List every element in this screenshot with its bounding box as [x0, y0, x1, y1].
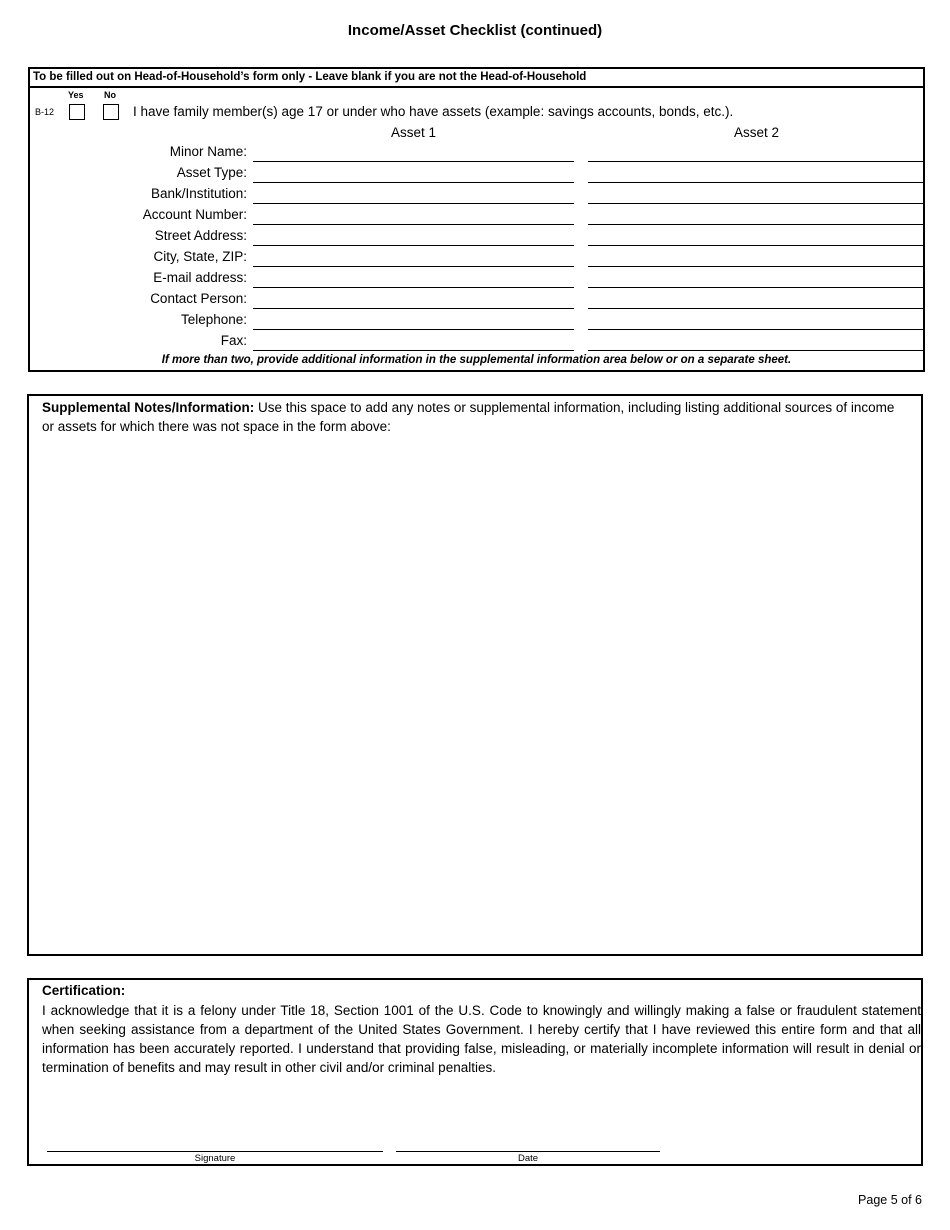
minor-assets-question: I have family member(s) age 17 or under who have assets (example: savings accounts, bonds, etc.). [133, 104, 734, 119]
asset-row [30, 228, 923, 249]
asset1-field[interactable] [253, 312, 574, 330]
signature-field[interactable] [47, 1132, 383, 1150]
asset2-field[interactable] [588, 291, 925, 309]
asset1-field[interactable] [253, 249, 574, 267]
asset-row [30, 186, 923, 207]
asset1-field[interactable] [253, 291, 574, 309]
signature-line [47, 1151, 383, 1152]
asset-row [30, 333, 923, 354]
asset2-field[interactable] [588, 228, 925, 246]
asset1-field[interactable] [253, 333, 574, 351]
asset2-field[interactable] [588, 270, 925, 288]
asset-row-label: City, State, ZIP: [153, 249, 247, 264]
signature-label: Signature [194, 1153, 236, 1164]
supplemental-description [42, 398, 907, 436]
asset-row-label: Minor Name: [169, 144, 247, 159]
asset1-field[interactable] [253, 186, 574, 204]
asset2-field[interactable] [588, 249, 925, 267]
asset2-field[interactable] [588, 333, 925, 351]
asset-row-label: Street Address: [154, 228, 247, 243]
asset1-header: Asset 1 [390, 125, 437, 140]
certification-title: Certification: [42, 983, 126, 998]
supplemental-notes-input[interactable] [39, 440, 911, 948]
certification-section [27, 978, 923, 1166]
no-label: No [104, 90, 116, 100]
asset-row [30, 165, 923, 186]
asset-row-label: Asset Type: [176, 165, 247, 180]
asset-row [30, 249, 923, 270]
date-field[interactable] [396, 1132, 660, 1150]
item-id: B-12 [35, 107, 55, 117]
asset1-field[interactable] [253, 165, 574, 183]
asset-row [30, 144, 923, 165]
asset2-header: Asset 2 [733, 125, 780, 140]
asset2-field[interactable] [588, 165, 925, 183]
asset-row [30, 270, 923, 291]
asset1-field[interactable] [253, 228, 574, 246]
yes-checkbox[interactable] [69, 104, 85, 120]
yes-label: Yes [68, 90, 84, 100]
asset-row-label: Account Number: [142, 207, 247, 222]
asset2-field[interactable] [588, 186, 925, 204]
asset1-field[interactable] [253, 270, 574, 288]
supplemental-title: Supplemental Notes/Information: [42, 400, 255, 415]
section-header: To be filled out on Head-of-Household’s form only - Leave blank if you are not the Head-of-Household [30, 69, 923, 88]
asset1-field[interactable] [253, 207, 574, 225]
date-label: Date [517, 1153, 539, 1164]
asset1-field[interactable] [253, 144, 574, 162]
supplemental-instructions: Use this space to add any notes or supplemental information, including listing additional sources of income or assets for which there was not space in the form above: [42, 400, 895, 434]
asset-row-label: Contact Person: [150, 291, 247, 306]
asset-row [30, 291, 923, 312]
supplemental-section [27, 394, 923, 956]
asset-row [30, 207, 923, 228]
footnote: If more than two, provide additional information in the supplemental information area below or on a separate sheet. [161, 354, 792, 366]
asset-row [30, 312, 923, 333]
asset2-field[interactable] [588, 144, 925, 162]
asset-row-label: Fax: [220, 333, 247, 348]
certification-text: I acknowledge that it is a felony under Title 18, Section 1001 of the U.S. Code to knowingly and willingly making a false or fraudulent statement when seeking assistance from a department of the United States Government. I hereby certify that I have reviewed this entire form and that all information has been accurately reported. I understand that providing false, misleading, or materially incomplete information will result in denial or termination of benefits and may result in other civil and/or criminal penalties. [42, 1003, 921, 1075]
date-line [396, 1151, 660, 1152]
asset-row-label: E-mail address: [153, 270, 247, 285]
asset-row-label: Telephone: [180, 312, 247, 327]
asset2-field[interactable] [588, 207, 925, 225]
page-title: Income/Asset Checklist (continued) [347, 22, 603, 39]
asset-row-label: Bank/Institution: [150, 186, 247, 201]
asset2-field[interactable] [588, 312, 925, 330]
minor-assets-section [28, 67, 925, 372]
no-checkbox[interactable] [103, 104, 119, 120]
page-number: Page 5 of 6 [858, 1193, 922, 1207]
